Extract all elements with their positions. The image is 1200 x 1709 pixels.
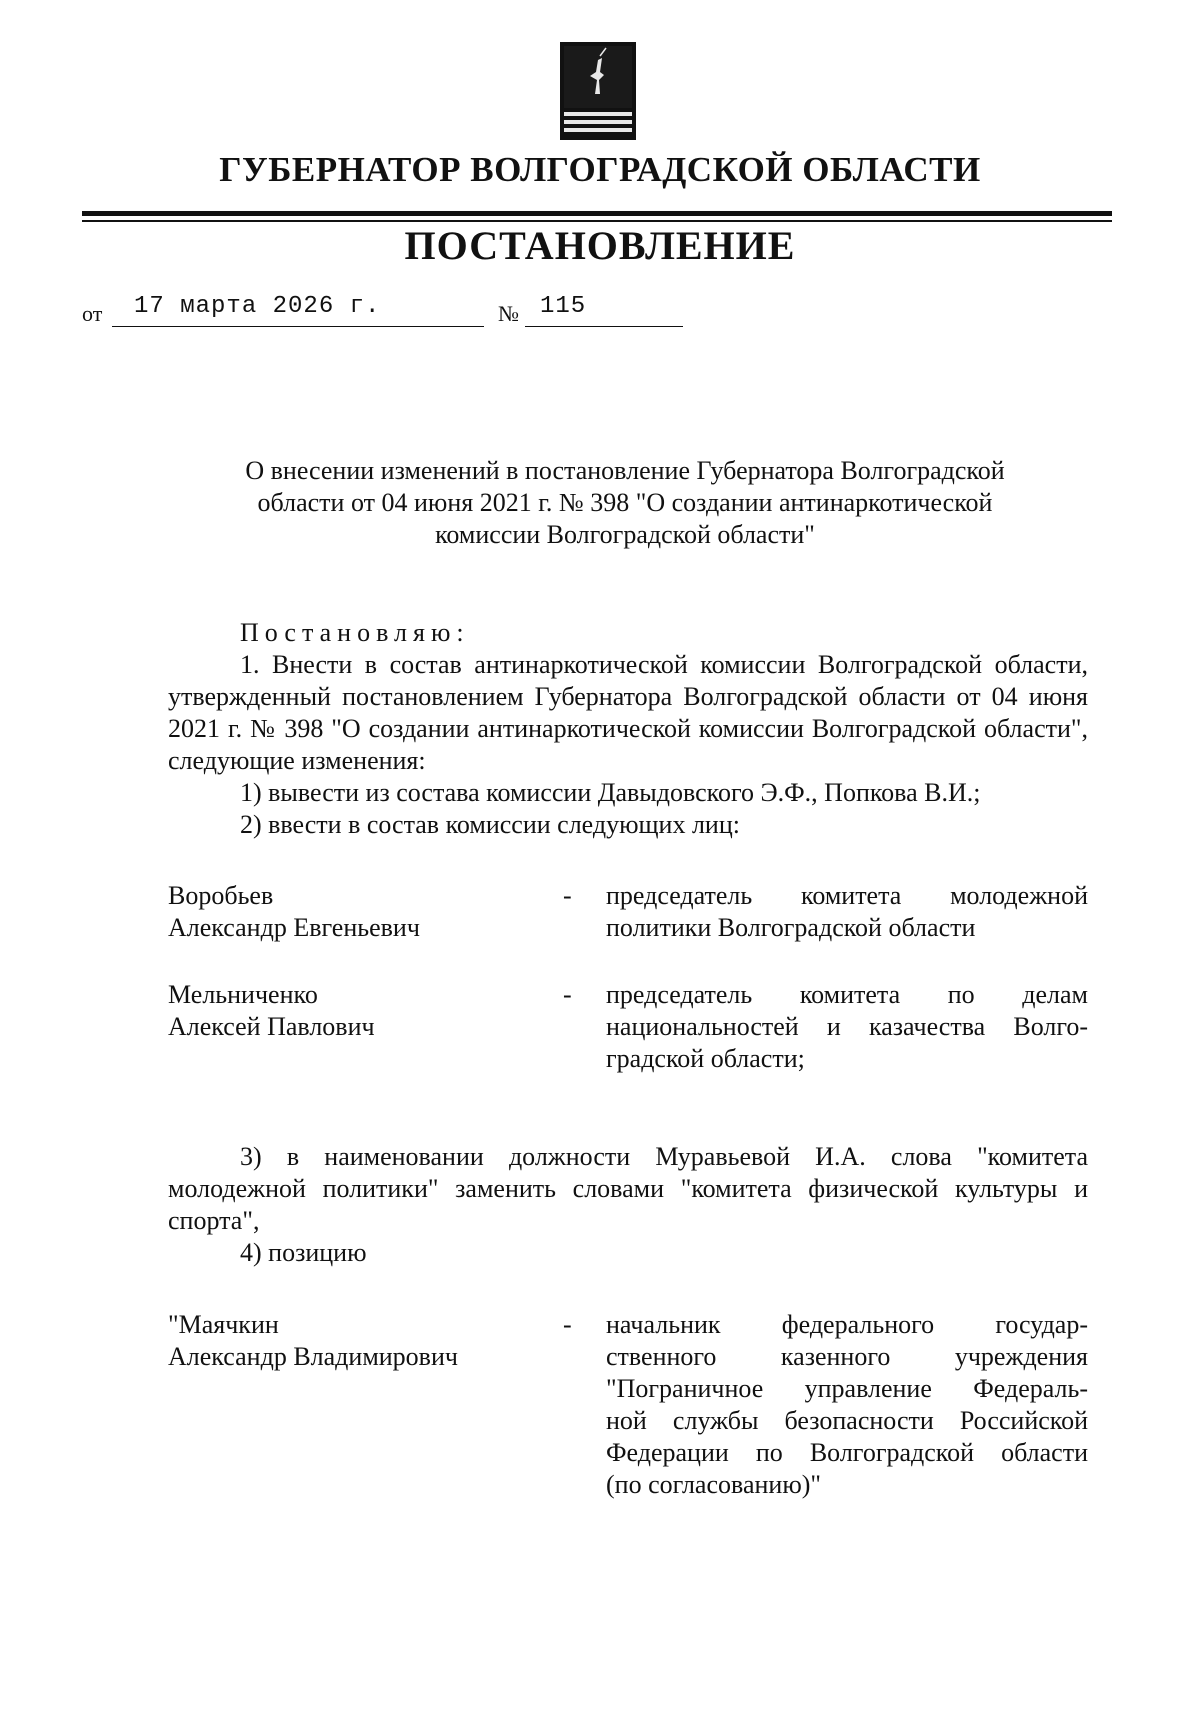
position-line: "Пограничное управление Федераль-	[606, 1374, 1088, 1403]
position-line: (по согласованию)"	[606, 1470, 822, 1499]
date-field-line	[112, 326, 484, 327]
item-1-subitem-2: 2) ввести в состав комиссии следующих лиц:	[240, 810, 740, 839]
person-position	[606, 1309, 1088, 1501]
header-divider-thick	[82, 211, 1112, 216]
number-field-line	[525, 326, 683, 327]
position-line: начальник федерального государ-	[606, 1310, 1088, 1339]
item-1: 1. Внести в состав антинаркотической комиссии Волгоградской области, утвержденный постановлением Губернатора Волгоградской области от 04 июня 2021 г. № 398 "О создании антинаркотической комиссии Волгоградской области", следующие изменения:	[168, 650, 1088, 775]
surname: "Маячкин	[168, 1310, 279, 1339]
dash-separator: -	[563, 881, 572, 910]
date-label: от	[82, 301, 103, 326]
item-1-subitem-1: 1) вывести из состава комиссии Давыдовского Э.Ф., Попкова В.И.;	[240, 778, 981, 807]
number-value: 115	[540, 293, 587, 320]
position-line: политики Волгоградской области	[606, 913, 976, 942]
surname: Мельниченко	[168, 980, 318, 1009]
given-names: Алексей Павлович	[168, 1012, 375, 1041]
decree-body	[168, 617, 1088, 841]
position-line: ственного казенного учреждения	[606, 1342, 1088, 1371]
position-line: председатель комитета по делам	[606, 980, 1088, 1009]
person-name	[168, 880, 548, 944]
position-line: председатель комитета молодежной	[606, 881, 1088, 910]
surname: Воробьев	[168, 881, 274, 910]
authority-title: ГУБЕРНАТОР ВОЛГОГРАДСКОЙ ОБЛАСТИ	[219, 150, 981, 189]
decree-body-continued	[168, 1141, 1088, 1269]
volgograd-coat-of-arms-icon	[560, 42, 636, 140]
person-position	[606, 979, 1088, 1075]
position-line: национальностей и казачества Волго-	[606, 1012, 1088, 1041]
subject-line: комиссии Волгоградской области"	[435, 520, 815, 549]
item-1-subitem-4: 4) позицию	[240, 1238, 367, 1267]
person-name	[168, 1309, 548, 1373]
person-name	[168, 979, 548, 1043]
position-line: градской области;	[606, 1044, 805, 1073]
given-names: Александр Владимирович	[168, 1342, 458, 1371]
person-position	[606, 880, 1088, 944]
document-type-title: ПОСТАНОВЛЕНИЕ	[404, 223, 796, 268]
decree-word: Постановляю:	[240, 618, 470, 647]
item-1-subitem-3: 3) в наименовании должности Муравьевой И.А. слова "комитета молодежной политики" заменить словами "комитета физической культуры и спорта",	[168, 1142, 1088, 1235]
number-label: №	[498, 301, 519, 326]
given-names: Александр Евгеньевич	[168, 913, 420, 942]
position-line: ной службы безопасности Российской	[606, 1406, 1088, 1435]
position-line: Федерации по Волгоградской области	[606, 1438, 1088, 1467]
date-value: 17 марта 2026 г.	[134, 293, 381, 320]
dash-separator: -	[563, 1310, 572, 1339]
subject-line: О внесении изменений в постановление Губернатора Волгоградской	[245, 456, 1005, 485]
subject-line: области от 04 июня 2021 г. № 398 "О создании антинаркотической	[257, 488, 993, 517]
dash-separator: -	[563, 980, 572, 1009]
document-subject	[160, 455, 1090, 551]
